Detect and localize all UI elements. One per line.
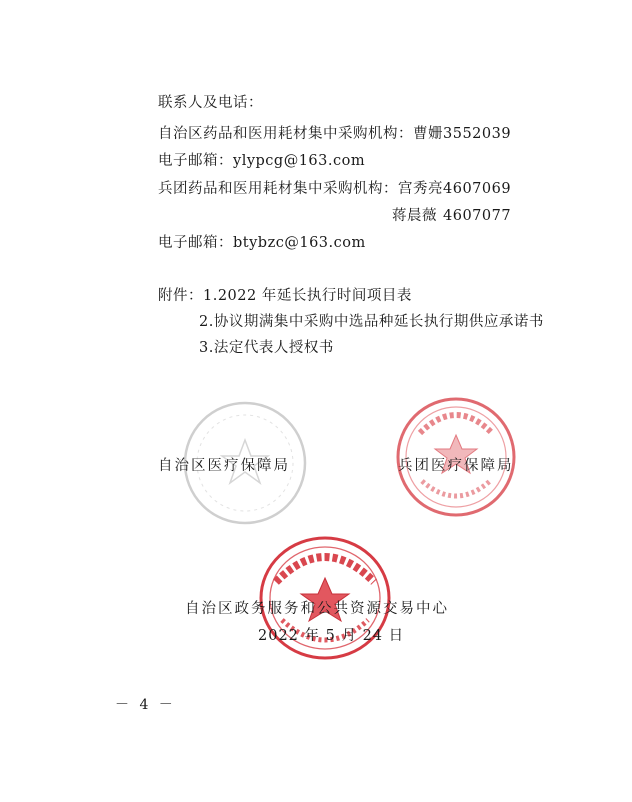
corps-procurement-phone-1: 4607069 bbox=[443, 181, 512, 197]
contacts-heading: 联系人及电话： bbox=[158, 95, 263, 111]
corps-procurement-phone-2: 4607077 bbox=[443, 208, 512, 224]
attachment-item-2: 2.协议期满集中采购中选品种延长执行期供应承诺书 bbox=[199, 314, 544, 330]
issue-date: 2022 年 5 月 24 日 bbox=[258, 628, 405, 644]
attachment-item-1: 附件：1.2022 年延长执行时间项目表 bbox=[158, 288, 412, 304]
region-procurement-phone: 3552039 bbox=[443, 126, 512, 142]
page-number: － 4 － bbox=[115, 697, 176, 713]
public-resources-center-signature: 自治区政务服务和公共资源交易中心 bbox=[185, 601, 449, 617]
region-email: 电子邮箱：ylypcg@163.com bbox=[158, 153, 366, 169]
corps-medical-security-signature: 兵团医疗保障局 bbox=[398, 458, 514, 474]
corps-email: 电子邮箱：btybzc@163.com bbox=[158, 235, 366, 251]
attachment-item-3: 3.法定代表人授权书 bbox=[199, 340, 334, 356]
region-medical-security-signature: 自治区医疗保障局 bbox=[158, 458, 290, 474]
region-procurement-contact: 自治区药品和医用耗材集中采购机构：曹姗 bbox=[158, 126, 443, 142]
corps-procurement-contact: 兵团药品和医用耗材集中采购机构：宫秀亮 bbox=[158, 181, 443, 197]
corps-contact-person-2: 蒋晨薇 bbox=[392, 208, 437, 224]
